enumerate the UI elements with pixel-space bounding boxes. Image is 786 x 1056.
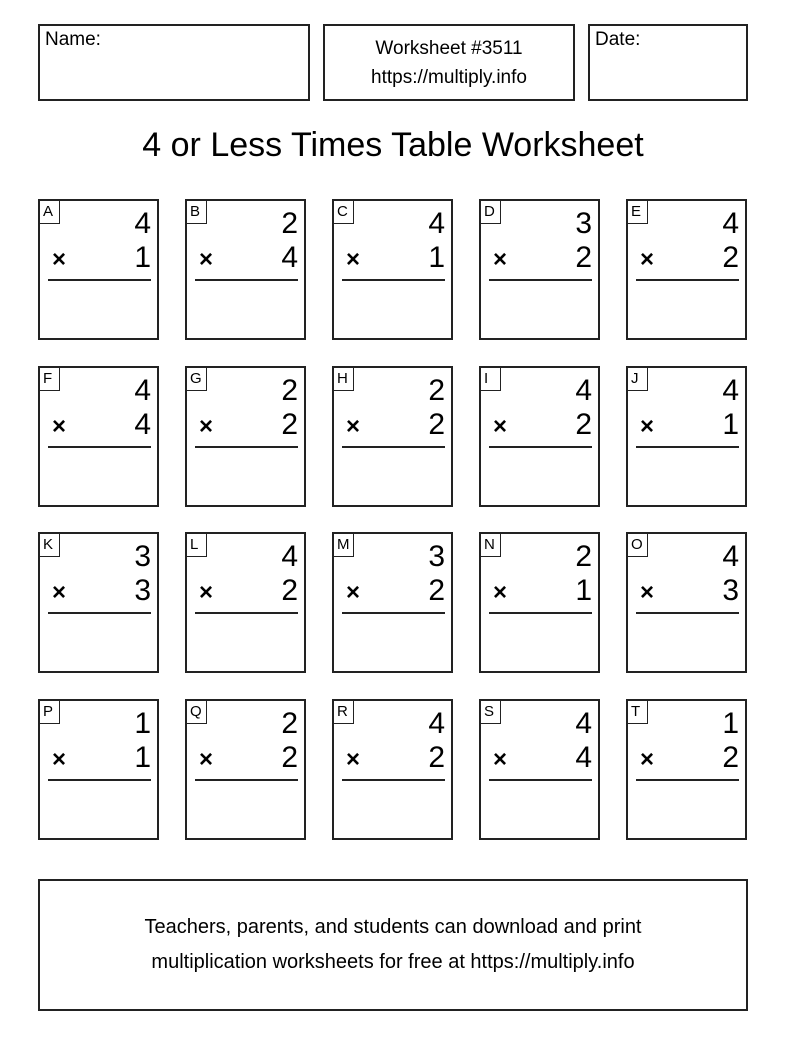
multiplicand: 4 — [722, 540, 739, 573]
multiplicand: 2 — [428, 374, 445, 407]
multiply-sign-icon: × — [346, 579, 361, 606]
answer-area[interactable] — [342, 618, 445, 665]
multiplier: 2 — [575, 241, 592, 274]
problem-card — [38, 699, 159, 840]
multiplicand: 4 — [134, 374, 151, 407]
problem-card — [626, 199, 747, 340]
multiplicand: 3 — [575, 207, 592, 240]
problem-letter: E — [627, 200, 648, 224]
answer-line — [48, 279, 151, 281]
problem-card — [626, 699, 747, 840]
multiplicand: 4 — [722, 374, 739, 407]
answer-area[interactable] — [489, 452, 592, 499]
answer-area[interactable] — [489, 618, 592, 665]
answer-area[interactable] — [489, 785, 592, 832]
answer-line — [489, 779, 592, 781]
name-label: Name: — [45, 29, 101, 50]
problem-card — [185, 366, 306, 507]
multiply-sign-icon: × — [199, 579, 214, 606]
problem-card — [479, 699, 600, 840]
multiplier: 3 — [722, 574, 739, 607]
problem-letter: C — [333, 200, 354, 224]
footer-line-1: Teachers, parents, and students can download and print — [144, 916, 642, 938]
multiply-sign-icon: × — [640, 246, 655, 273]
answer-line — [48, 446, 151, 448]
problem-card — [185, 532, 306, 673]
problem-card — [185, 699, 306, 840]
multiply-sign-icon: × — [199, 746, 214, 773]
problem-card — [479, 366, 600, 507]
problem-letter: A — [39, 200, 60, 224]
multiplicand: 2 — [281, 207, 298, 240]
multiplier: 2 — [281, 574, 298, 607]
multiplicand: 1 — [722, 707, 739, 740]
name-field[interactable] — [38, 24, 310, 101]
answer-line — [636, 279, 739, 281]
problem-letter: I — [480, 367, 501, 391]
page-title: 4 or Less Times Table Worksheet — [142, 126, 644, 164]
multiplier: 2 — [722, 241, 739, 274]
multiplicand: 4 — [428, 707, 445, 740]
answer-area[interactable] — [48, 785, 151, 832]
multiplier: 1 — [134, 241, 151, 274]
multiplier: 1 — [722, 408, 739, 441]
problem-card — [185, 199, 306, 340]
answer-area[interactable] — [489, 285, 592, 332]
answer-area[interactable] — [48, 285, 151, 332]
multiplier: 2 — [722, 741, 739, 774]
multiplier: 2 — [281, 741, 298, 774]
answer-area[interactable] — [195, 618, 298, 665]
website-link[interactable]: https://multiply.info — [371, 66, 527, 88]
multiplier: 2 — [428, 741, 445, 774]
multiplier: 2 — [428, 408, 445, 441]
problem-card — [38, 366, 159, 507]
multiply-sign-icon: × — [640, 413, 655, 440]
problem-letter: M — [333, 533, 354, 557]
multiplier: 1 — [134, 741, 151, 774]
multiply-sign-icon: × — [493, 579, 508, 606]
problem-letter: R — [333, 700, 354, 724]
answer-line — [342, 612, 445, 614]
problem-card — [332, 199, 453, 340]
multiplicand: 4 — [575, 374, 592, 407]
problem-card — [38, 199, 159, 340]
answer-line — [342, 779, 445, 781]
answer-line — [48, 612, 151, 614]
multiplicand: 2 — [575, 540, 592, 573]
answer-line — [489, 612, 592, 614]
answer-line — [489, 446, 592, 448]
problem-card — [626, 366, 747, 507]
answer-area[interactable] — [48, 618, 151, 665]
problem-card — [332, 532, 453, 673]
problem-card — [332, 366, 453, 507]
multiplicand: 4 — [575, 707, 592, 740]
multiplicand: 2 — [281, 707, 298, 740]
problem-letter: O — [627, 533, 648, 557]
answer-line — [195, 446, 298, 448]
answer-line — [636, 446, 739, 448]
problem-letter: P — [39, 700, 60, 724]
multiply-sign-icon: × — [346, 413, 361, 440]
answer-area[interactable] — [636, 285, 739, 332]
multiplicand: 3 — [134, 540, 151, 573]
problem-letter: Q — [186, 700, 207, 724]
answer-area[interactable] — [48, 452, 151, 499]
multiplicand: 1 — [134, 707, 151, 740]
answer-line — [342, 279, 445, 281]
problem-letter: H — [333, 367, 354, 391]
multiplier: 4 — [575, 741, 592, 774]
problem-letter: S — [480, 700, 501, 724]
multiplicand: 3 — [428, 540, 445, 573]
multiply-sign-icon: × — [52, 579, 67, 606]
date-label: Date: — [595, 29, 641, 50]
multiply-sign-icon: × — [493, 246, 508, 273]
multiply-sign-icon: × — [52, 413, 67, 440]
problem-card — [332, 699, 453, 840]
multiplier: 3 — [134, 574, 151, 607]
problem-letter: G — [186, 367, 207, 391]
answer-area[interactable] — [636, 452, 739, 499]
answer-line — [48, 779, 151, 781]
problem-letter: F — [39, 367, 60, 391]
multiplier: 2 — [428, 574, 445, 607]
multiply-sign-icon: × — [199, 246, 214, 273]
answer-area[interactable] — [195, 285, 298, 332]
multiplicand: 4 — [281, 540, 298, 573]
multiply-sign-icon: × — [52, 246, 67, 273]
answer-area[interactable] — [195, 452, 298, 499]
date-field[interactable] — [588, 24, 748, 101]
answer-line — [636, 779, 739, 781]
problem-card — [479, 199, 600, 340]
worksheet-info-box — [323, 24, 575, 101]
problem-letter: N — [480, 533, 501, 557]
problem-letter: B — [186, 200, 207, 224]
answer-area[interactable] — [342, 785, 445, 832]
answer-line — [195, 279, 298, 281]
multiplier: 2 — [281, 408, 298, 441]
answer-area[interactable] — [195, 785, 298, 832]
multiply-sign-icon: × — [346, 746, 361, 773]
footer-line-2: multiplication worksheets for free at https://multiply.info — [151, 951, 635, 973]
multiply-sign-icon: × — [493, 413, 508, 440]
multiply-sign-icon: × — [346, 246, 361, 273]
answer-line — [195, 612, 298, 614]
problem-card — [479, 532, 600, 673]
multiplier: 1 — [428, 241, 445, 274]
multiplier: 1 — [575, 574, 592, 607]
problem-letter: T — [627, 700, 648, 724]
multiplicand: 4 — [134, 207, 151, 240]
problem-letter: L — [186, 533, 207, 557]
multiply-sign-icon: × — [52, 746, 67, 773]
worksheet-id: Worksheet #3511 — [375, 37, 523, 59]
multiply-sign-icon: × — [199, 413, 214, 440]
problem-card — [626, 532, 747, 673]
multiply-sign-icon: × — [640, 746, 655, 773]
multiplicand: 4 — [722, 207, 739, 240]
answer-line — [195, 779, 298, 781]
multiplier: 4 — [281, 241, 298, 274]
problem-letter: K — [39, 533, 60, 557]
answer-area[interactable] — [636, 785, 739, 832]
problem-letter: D — [480, 200, 501, 224]
problem-letter: J — [627, 367, 648, 391]
answer-area[interactable] — [636, 618, 739, 665]
answer-area[interactable] — [342, 285, 445, 332]
answer-area[interactable] — [342, 452, 445, 499]
multiply-sign-icon: × — [640, 579, 655, 606]
multiply-sign-icon: × — [493, 746, 508, 773]
multiplier: 4 — [134, 408, 151, 441]
footer-box — [38, 879, 748, 1011]
answer-line — [636, 612, 739, 614]
multiplicand: 2 — [281, 374, 298, 407]
answer-line — [342, 446, 445, 448]
answer-line — [489, 279, 592, 281]
multiplicand: 4 — [428, 207, 445, 240]
problem-card — [38, 532, 159, 673]
multiplier: 2 — [575, 408, 592, 441]
